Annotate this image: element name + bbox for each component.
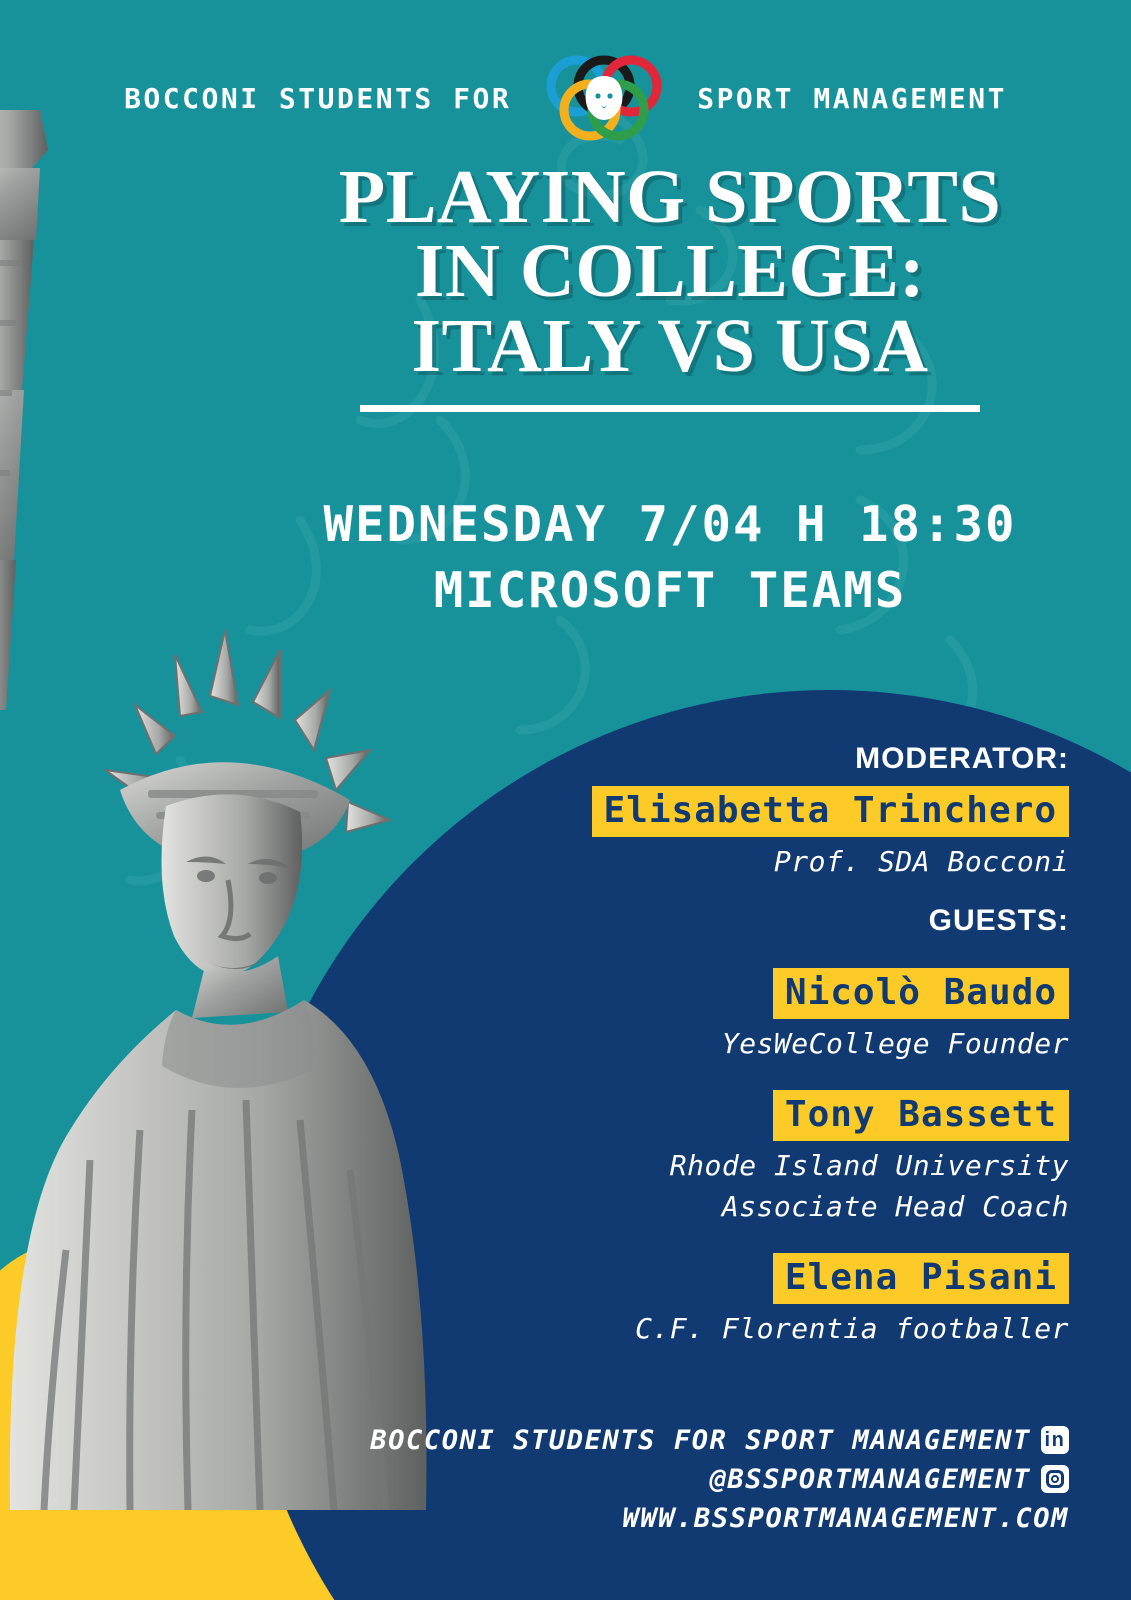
- guest-role-line-1: Rhode Island University: [669, 1149, 1069, 1183]
- title-line-1: PLAYING SPORTS: [338, 155, 1002, 239]
- guest-name-row: [549, 1253, 1069, 1304]
- instagram-icon[interactable]: [1041, 1465, 1069, 1493]
- guest-name: Elena Pisani: [773, 1253, 1069, 1304]
- website-row[interactable]: [269, 1499, 1069, 1538]
- poster-title: [260, 155, 1080, 412]
- guest-item: [549, 968, 1069, 1060]
- bssm-logo: [533, 52, 675, 144]
- contact-footer: [269, 1421, 1069, 1538]
- poster-header: [0, 52, 1131, 144]
- moderator-name-row: [549, 786, 1069, 837]
- linkedin-handle: BOCCONI STUDENTS FOR SPORT MANAGEMENT: [370, 1424, 1031, 1456]
- event-date: WEDNESDAY 7/04 H 18:30: [323, 496, 1017, 553]
- title-line-3: ITALY VS USA: [411, 303, 929, 388]
- instagram-row[interactable]: [269, 1460, 1069, 1499]
- olympic-rings-lion-icon: [533, 52, 675, 144]
- website-url: WWW.BSSPORTMANAGEMENT.COM: [622, 1502, 1069, 1534]
- linkedin-icon[interactable]: in: [1041, 1426, 1069, 1454]
- guest-item: [549, 1090, 1069, 1223]
- moderator-label: MODERATOR:: [855, 742, 1069, 775]
- guest-role-line-2: Associate Head Coach: [721, 1190, 1069, 1224]
- event-details: [260, 492, 1080, 624]
- header-left-text: BOCCONI STUDENTS FOR: [124, 81, 512, 115]
- moderator-role: Prof. SDA Bocconi: [773, 845, 1069, 878]
- guest-role-line-1: YesWeCollege Founder: [721, 1027, 1069, 1061]
- speakers-panel: [549, 742, 1069, 1349]
- linkedin-row[interactable]: [269, 1421, 1069, 1460]
- event-platform: MICROSOFT TEAMS: [433, 562, 907, 620]
- guests-label: GUESTS:: [928, 904, 1069, 938]
- guest-item: [549, 1253, 1069, 1345]
- title-line-2: IN COLLEGE:: [414, 229, 926, 314]
- guest-name: Nicolò Baudo: [773, 968, 1069, 1019]
- guest-role-line-1: C.F. Florentia footballer: [635, 1312, 1069, 1346]
- guest-name: Tony Bassett: [773, 1090, 1069, 1141]
- guest-name-row: [549, 968, 1069, 1019]
- title-divider: [360, 405, 980, 412]
- moderator-name: Elisabetta Trinchero: [592, 786, 1069, 837]
- header-right-text: SPORT MANAGEMENT: [697, 81, 1007, 115]
- guest-name-row: [549, 1090, 1069, 1141]
- instagram-handle: @BSSPORTMANAGEMENT: [709, 1463, 1031, 1495]
